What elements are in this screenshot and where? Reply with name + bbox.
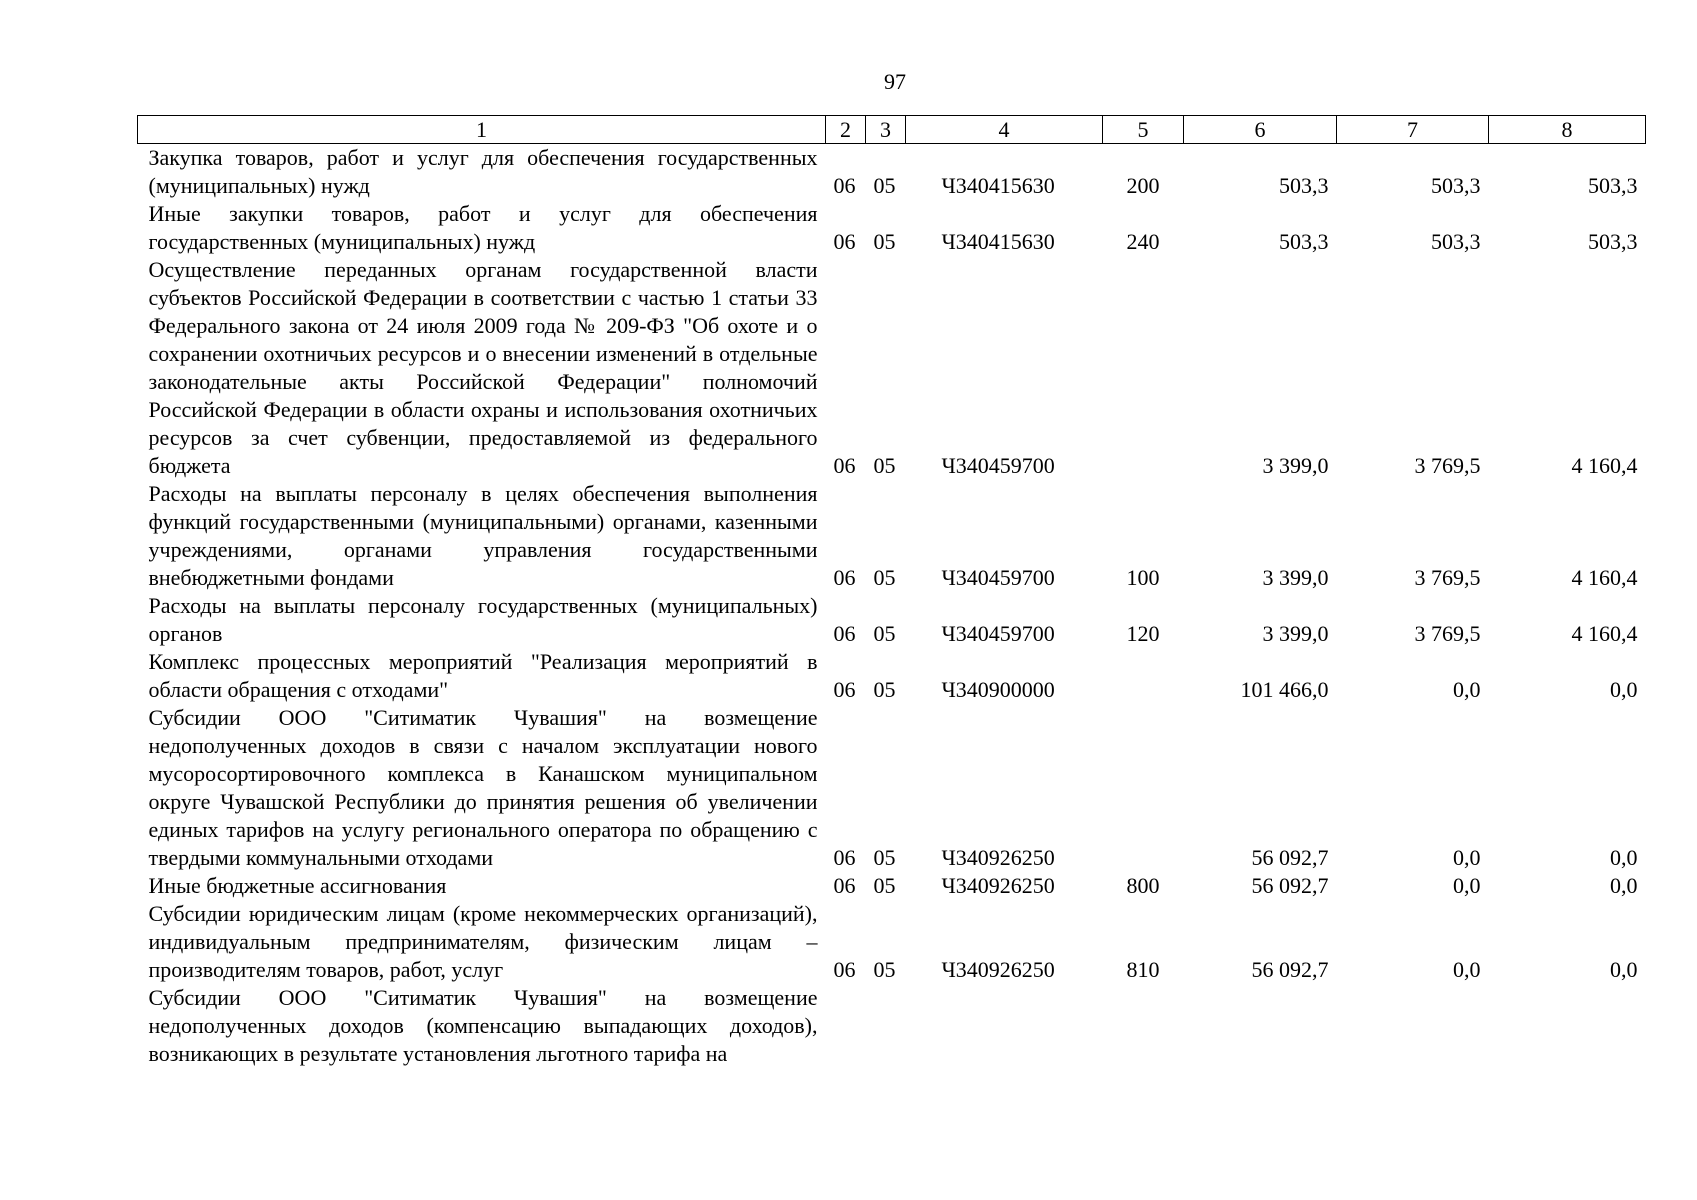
row-value-year-3: 0,0 [1610, 677, 1638, 702]
budget-table [137, 115, 1646, 1068]
row-target-code [906, 984, 1103, 1068]
row-target-code: Ч340926250 [941, 873, 1055, 898]
row-expense-type [1103, 704, 1184, 872]
row-expense-type: 240 [1126, 229, 1160, 254]
row-description: Субсидии ООО "Ситиматик Чувашия" на возмещение недополученных доходов (компенсацию выпадающих доходов), возникающих в результате установления льготного тарифа на [148, 985, 818, 1066]
column-header-8: 8 [1489, 116, 1646, 144]
row-value-year-3: 4 160,4 [1571, 565, 1638, 590]
row-description: Расходы на выплаты персоналу в целях обеспечения выполнения функций государственными (муниципальными) органами, казенными учреждениями, органами управления государственными внебюджетными фондами [148, 481, 818, 590]
row-target-code: Ч340459700 [941, 565, 1055, 590]
table-row [138, 592, 1646, 648]
row-value-year-2: 3 769,5 [1414, 453, 1481, 478]
row-value-year-1: 56 092,7 [1251, 957, 1329, 982]
row-target-code: Ч340459700 [941, 453, 1055, 478]
row-subsection: 05 [873, 873, 896, 898]
row-expense-type [1103, 256, 1184, 480]
row-description: Иные закупки товаров, работ и услуг для обеспечения государственных (муниципальных) нужд [148, 201, 818, 254]
table-row [138, 200, 1646, 256]
row-expense-type: 810 [1126, 957, 1160, 982]
row-value-year-2: 3 769,5 [1414, 565, 1481, 590]
row-subsection: 05 [873, 229, 896, 254]
row-value-year-3: 4 160,4 [1571, 453, 1638, 478]
row-value-year-1: 503,3 [1279, 173, 1329, 198]
row-target-code: Ч340926250 [941, 845, 1055, 870]
page-number: 97 [884, 69, 906, 94]
row-subsection: 05 [873, 565, 896, 590]
row-target-code: Ч340415630 [941, 229, 1055, 254]
column-header-4: 4 [906, 116, 1103, 144]
row-expense-type: 800 [1126, 873, 1160, 898]
row-section: 06 [833, 229, 856, 254]
column-header-3: 3 [866, 116, 906, 144]
row-subsection: 05 [873, 845, 896, 870]
row-subsection: 05 [873, 621, 896, 646]
row-description: Закупка товаров, работ и услуг для обеспечения государственных (муниципальных) нужд [148, 145, 818, 198]
row-section: 06 [833, 173, 856, 198]
row-section: 06 [833, 845, 856, 870]
row-section: 06 [833, 677, 856, 702]
row-value-year-2: 0,0 [1453, 873, 1481, 898]
row-value-year-3 [1489, 984, 1646, 1068]
table-row [138, 704, 1646, 872]
row-value-year-3: 0,0 [1610, 957, 1638, 982]
row-value-year-3: 0,0 [1610, 845, 1638, 870]
row-subsection: 05 [873, 677, 896, 702]
row-target-code: Ч340900000 [941, 677, 1055, 702]
row-expense-type: 200 [1126, 173, 1160, 198]
row-subsection: 05 [873, 453, 896, 478]
row-value-year-2: 3 769,5 [1414, 621, 1481, 646]
row-section: 06 [833, 621, 856, 646]
row-expense-type [1103, 984, 1184, 1068]
row-expense-type: 100 [1126, 565, 1160, 590]
table-row [138, 900, 1646, 984]
row-value-year-2 [1337, 984, 1489, 1068]
row-description: Комплекс процессных мероприятий "Реализация мероприятий в области обращения с отходами" [148, 649, 818, 702]
table-body [138, 144, 1646, 1069]
row-description: Субсидии юридическим лицам (кроме некоммерческих организаций), индивидуальным предпринимателям, физическим лицам – производителям товаров, работ, услуг [148, 901, 818, 982]
table-row [138, 648, 1646, 704]
row-value-year-2: 0,0 [1453, 845, 1481, 870]
row-value-year-1: 101 466,0 [1240, 677, 1329, 702]
row-subsection [866, 984, 906, 1068]
row-description: Осуществление переданных органам государственной власти субъектов Российской Федерации в соответствии с частью 1 статьи 33 Федерального закона от 24 июля 2009 года № 209-ФЗ "Об охоте и о сохранении охотничьих ресурсов и о внесении изменений в отдельные законодательные акты Российской Федерации" полномочий Российской Федерации в области охраны и использования охотничьих ресурсов за счет субвенции, предоставляемой из федерального бюджета [148, 257, 818, 478]
row-value-year-3: 0,0 [1610, 873, 1638, 898]
row-section: 06 [833, 565, 856, 590]
column-header-1: 1 [138, 116, 826, 144]
column-header-2: 2 [826, 116, 866, 144]
table-row [138, 256, 1646, 480]
row-value-year-1: 503,3 [1279, 229, 1329, 254]
row-value-year-2: 0,0 [1453, 677, 1481, 702]
row-section: 06 [833, 957, 856, 982]
row-value-year-1: 3 399,0 [1262, 565, 1329, 590]
row-value-year-3: 4 160,4 [1571, 621, 1638, 646]
row-value-year-1 [1184, 984, 1337, 1068]
row-value-year-3: 503,3 [1588, 229, 1638, 254]
row-section: 06 [833, 873, 856, 898]
row-description: Расходы на выплаты персоналу государственных (муниципальных) органов [148, 593, 818, 646]
row-expense-type: 120 [1126, 621, 1160, 646]
column-header-6: 6 [1184, 116, 1337, 144]
row-value-year-2: 503,3 [1431, 173, 1481, 198]
row-value-year-2: 503,3 [1431, 229, 1481, 254]
row-target-code: Ч340415630 [941, 173, 1055, 198]
row-value-year-3: 503,3 [1588, 173, 1638, 198]
row-subsection: 05 [873, 957, 896, 982]
row-subsection: 05 [873, 173, 896, 198]
row-value-year-2: 0,0 [1453, 957, 1481, 982]
row-description: Субсидии ООО "Ситиматик Чувашия" на возмещение недополученных доходов в связи с началом эксплуатации нового мусоросортировочного комплекса в Канашском муниципальном округе Чувашской Республики до принятия решения об увеличении единых тарифов на услугу регионального оператора по обращению с твердыми коммунальными отходами [148, 705, 818, 870]
table-row [138, 984, 1646, 1068]
row-target-code: Ч340926250 [941, 957, 1055, 982]
header-row [138, 116, 1646, 144]
row-value-year-1: 3 399,0 [1262, 453, 1329, 478]
row-section [826, 984, 866, 1068]
row-description: Иные бюджетные ассигнования [148, 873, 447, 898]
column-header-5: 5 [1103, 116, 1184, 144]
row-target-code: Ч340459700 [941, 621, 1055, 646]
row-expense-type [1103, 648, 1184, 704]
row-value-year-1: 56 092,7 [1251, 873, 1329, 898]
row-value-year-1: 56 092,7 [1251, 845, 1329, 870]
table-row [138, 872, 1646, 900]
column-header-7: 7 [1337, 116, 1489, 144]
row-section: 06 [833, 453, 856, 478]
table-row [138, 144, 1646, 201]
table-row [138, 480, 1646, 592]
row-value-year-1: 3 399,0 [1262, 621, 1329, 646]
